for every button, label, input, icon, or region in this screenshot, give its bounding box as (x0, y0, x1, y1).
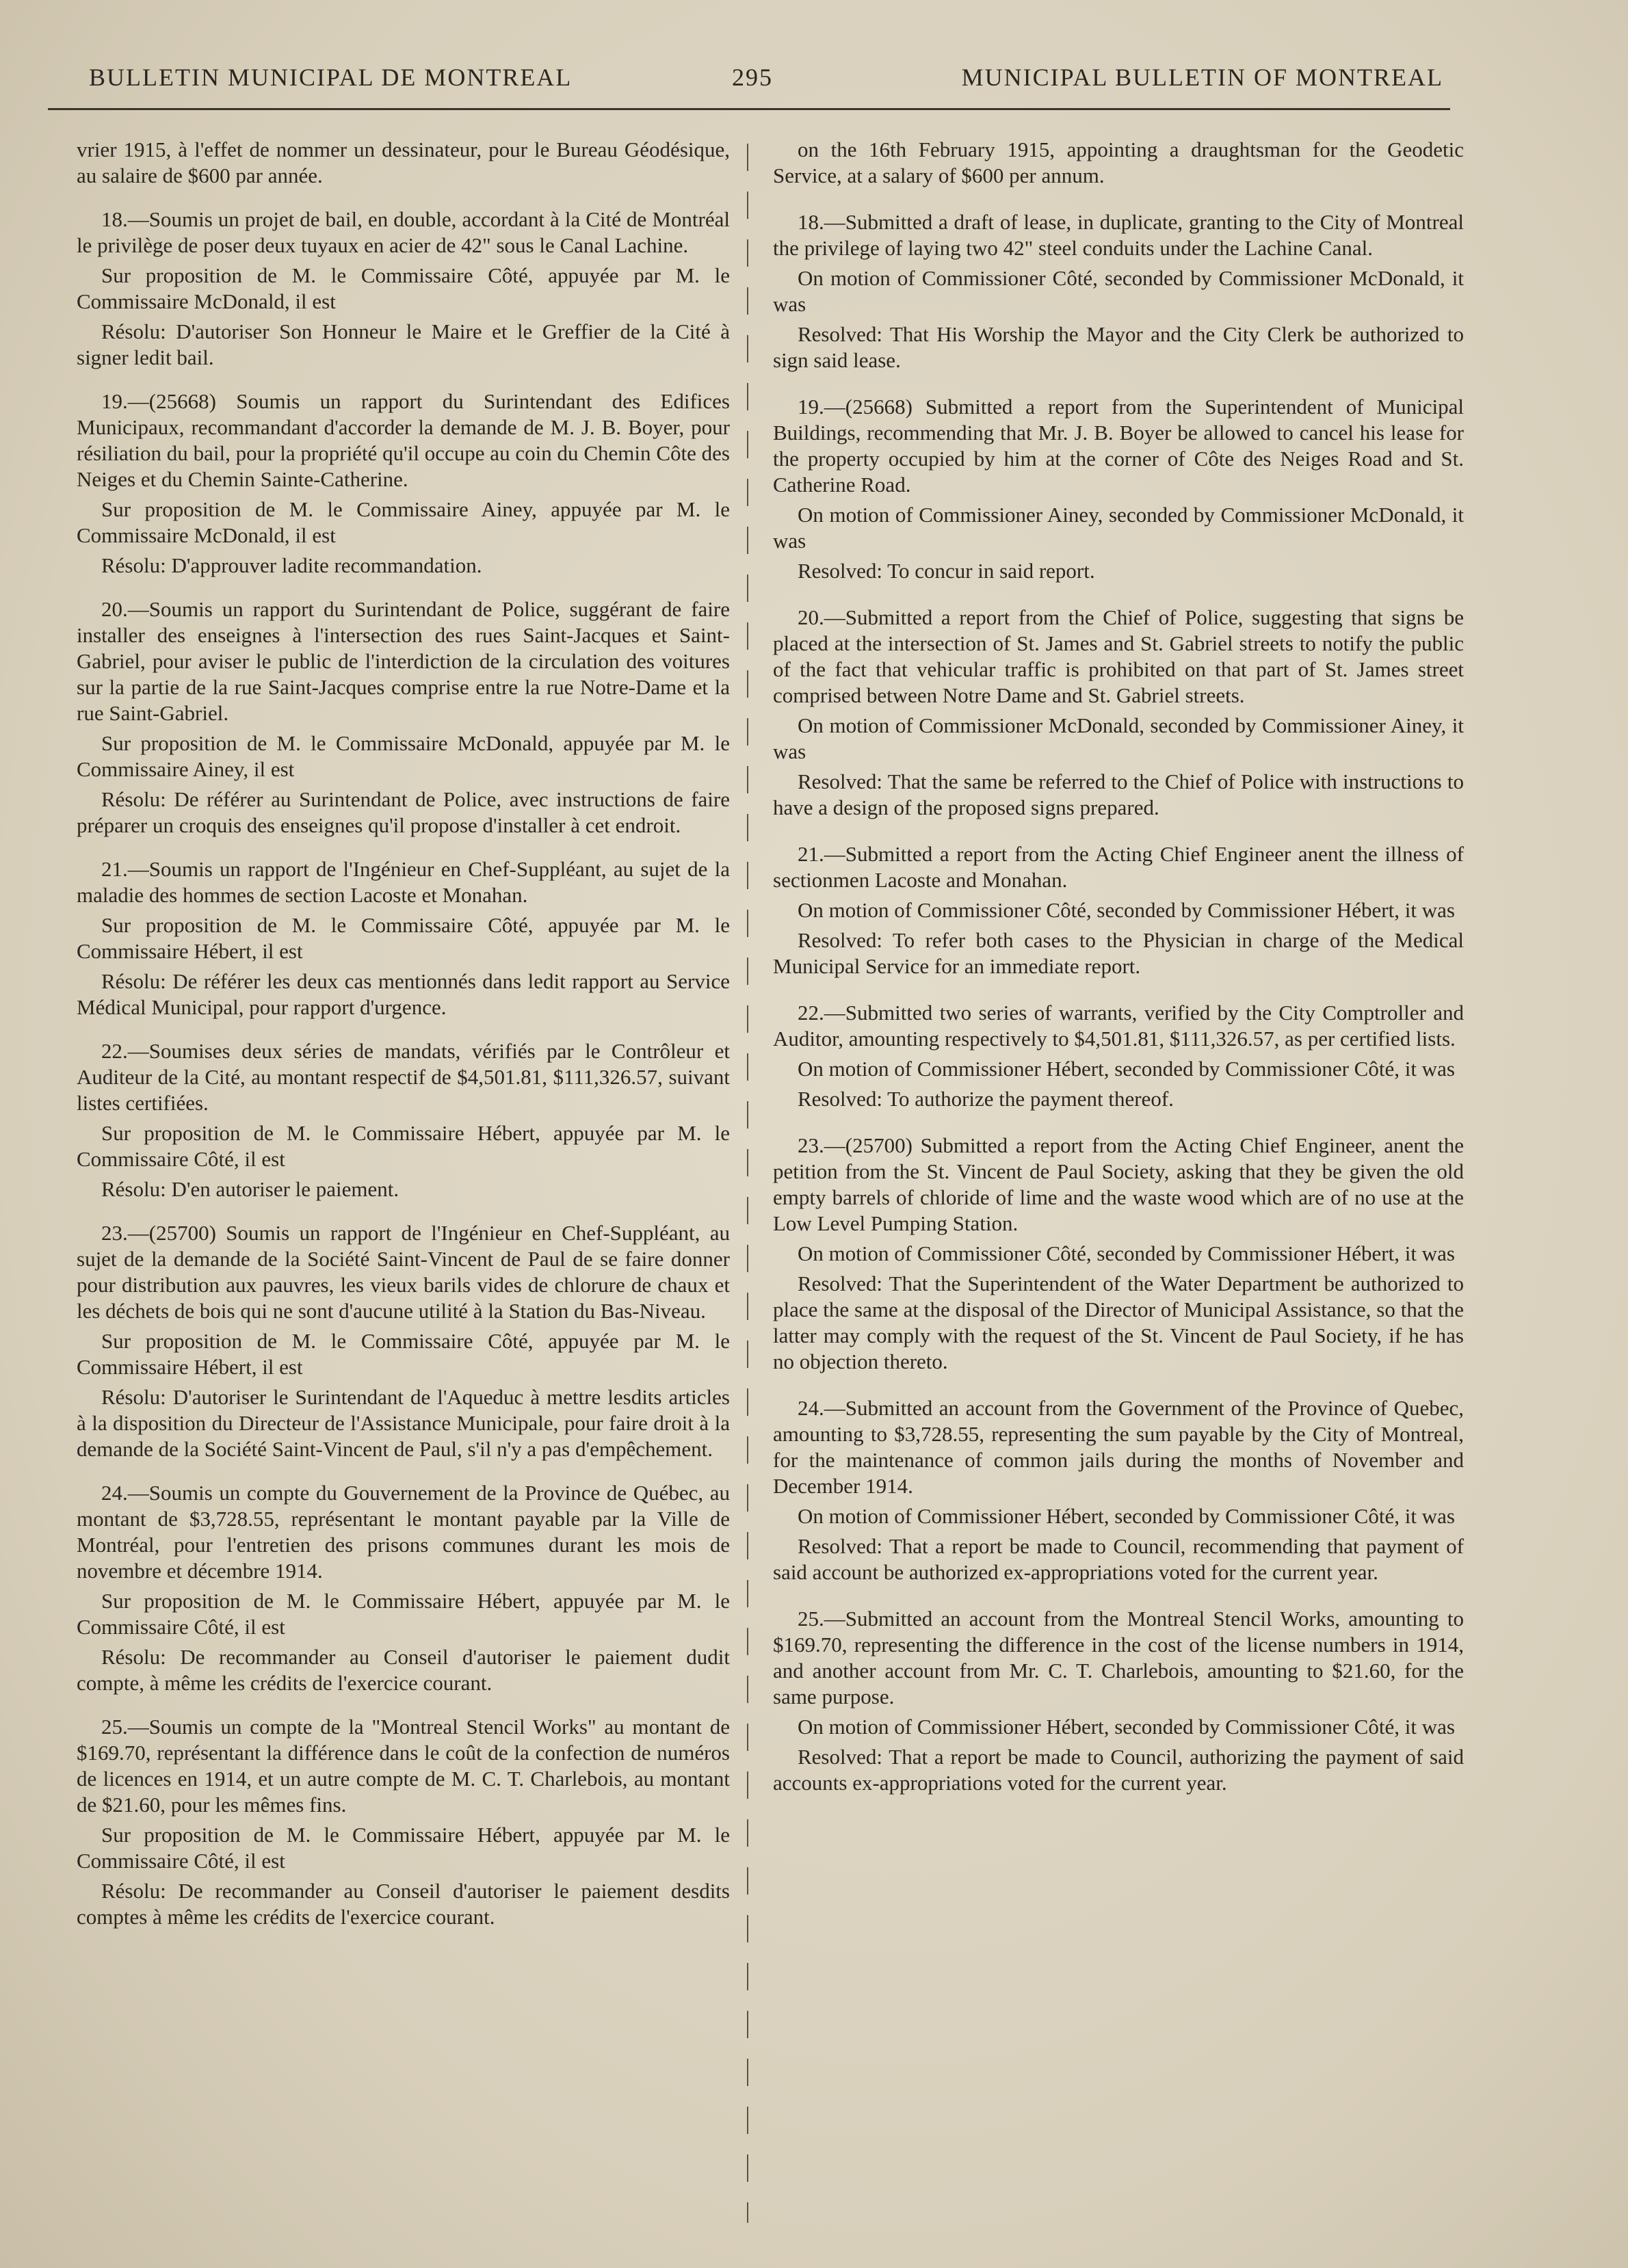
english-paragraph: 22.—Submitted two series of warrants, verified by the City Comptroller and Auditor, amounting respectively to $4,501.81, $111,326.57, as per certified lists. (773, 1001, 1464, 1051)
english-entry (773, 137, 1464, 189)
english-paragraph: Resolved: To concur in said report. (798, 559, 1095, 583)
english-paragraph: On motion of Commissioner McDonald, seconded by Commissioner Ainey, it was (773, 713, 1464, 763)
french-entry (77, 207, 730, 371)
french-paragraph: 25.—Soumis un compte de la "Montreal Stencil Works" au montant de $169.70, représentant la différence dans le coût de la confection de numéros de licences en 1914, et un autre compte de M. C. T. Charlebois, au montant de $21.60, pour les mêmes fins. (77, 1715, 730, 1817)
french-paragraph: Résolu: D'autoriser le Surintendant de l'Aqueduc à mettre lesdits articles à la disposition du Directeur de l'Assistance Municipale, pour faire droit à la demande de la Société Saint-Vincent de Paul, s'il n'y a pas d'empêchement. (77, 1385, 730, 1461)
english-paragraph: 21.—Submitted a report from the Acting Chief Engineer anent the illness of sectionmen Lacoste and Monahan. (773, 842, 1464, 892)
english-paragraph: On motion of Commissioner Côté, seconded by Commissioner Hébert, it was (798, 1241, 1455, 1265)
english-paragraph: Resolved: That a report be made to Council, authorizing the payment of said accounts ex-appropriations voted for the current year. (773, 1745, 1464, 1795)
english-paragraph: 23.—(25700) Submitted a report from the Acting Chief Engineer, anent the petition from the St. Vincent de Paul Society, asking that they be given the old empty barrels of chloride of lime and the waste wood which are of no use at the Low Level Pumping Station. (773, 1133, 1464, 1235)
english-entry (773, 841, 1464, 979)
english-paragraph: Resolved: To refer both cases to the Physician in charge of the Medical Municipal Service for an immediate report. (773, 928, 1464, 978)
english-paragraph: 25.—Submitted an account from the Montreal Stencil Works, amounting to $169.70, representing the difference in the cost of the license numbers in 1914, and another account from Mr. C. T. Charlebois, amounting to $21.60, for the same purpose. (773, 1607, 1464, 1709)
english-column (773, 137, 1464, 2243)
english-paragraph: On motion of Commissioner Hébert, seconded by Commissioner Côté, it was (798, 1504, 1455, 1528)
french-paragraph: Sur proposition de M. le Commissaire McDonald, appuyée par M. le Commissaire Ainey, il est (77, 731, 730, 781)
english-paragraph: On motion of Commissioner Hébert, seconded by Commissioner Côté, it was (798, 1057, 1455, 1081)
english-entry (773, 1000, 1464, 1112)
french-column (77, 137, 730, 2243)
english-paragraph: Resolved: To authorize the payment thereof. (798, 1087, 1174, 1111)
french-paragraph: Résolu: D'autoriser Son Honneur le Maire et le Greffier de la Cité à signer ledit bail. (77, 319, 730, 369)
english-paragraph: On motion of Commissioner Hébert, seconded by Commissioner Côté, it was (798, 1715, 1455, 1739)
english-paragraph: On motion of Commissioner Côté, seconded by Commissioner McDonald, it was (773, 266, 1464, 316)
english-entry (773, 209, 1464, 373)
french-paragraph: 19.—(25668) Soumis un rapport du Surintendant des Edifices Municipaux, recommandant d'accorder la demande de M. J. B. Boyer, pour résiliation du bail, pour la propriété qu'il occupe au coin du Chemin Côte des Neiges et du Chemin Sainte-Catherine. (77, 389, 730, 491)
english-paragraph: Resolved: That His Worship the Mayor and the City Clerk be authorized to sign said lease. (773, 322, 1464, 372)
french-paragraph: vrier 1915, à l'effet de nommer un dessinateur, pour le Bureau Géodésique, au salaire de $600 par année. (77, 137, 730, 187)
french-entry (77, 1480, 730, 1696)
french-paragraph: Résolu: De recommander au Conseil d'autoriser le paiement dudit compte, à même les crédits de l'exercice courant. (77, 1645, 730, 1695)
french-entry (77, 388, 730, 579)
french-paragraph: Sur proposition de M. le Commissaire Côté, appuyée par M. le Commissaire McDonald, il est (77, 263, 730, 313)
french-paragraph: Sur proposition de M. le Commissaire Hébert, appuyée par M. le Commissaire Côté, il est (77, 1589, 730, 1639)
page-header (89, 63, 1443, 104)
french-entry (77, 1220, 730, 1462)
header-rule (48, 108, 1450, 110)
french-paragraph: Sur proposition de M. le Commissaire Côté, appuyée par M. le Commissaire Hébert, il est (77, 1329, 730, 1379)
english-paragraph: 20.—Submitted a report from the Chief of Police, suggesting that signs be placed at the intersection of St. James and St. Gabriel streets to notify the public of the fact that vehicular traffic is prohibited on that part of St. James street comprised between Notre Dame and St. Gabriel streets. (773, 605, 1464, 707)
english-paragraph: Resolved: That the Superintendent of the Water Department be authorized to place the same at the disposal of the Director of Municipal Assistance, so that the latter may comply with the request of the St. Vincent de Paul Society, if he has no objection thereto. (773, 1271, 1464, 1373)
french-paragraph: Résolu: De référer les deux cas mentionnés dans ledit rapport au Service Médical Municipal, pour rapport d'urgence. (77, 969, 730, 1019)
header-title-english: MUNICIPAL BULLETIN OF MONTREAL (961, 64, 1443, 91)
french-paragraph: Sur proposition de M. le Commissaire Hébert, appuyée par M. le Commissaire Côté, il est (77, 1823, 730, 1873)
english-paragraph: On motion of Commissioner Côté, seconded by Commissioner Hébert, it was (798, 898, 1455, 922)
english-entry (773, 1395, 1464, 1585)
english-entry (773, 1133, 1464, 1375)
english-entry (773, 1606, 1464, 1796)
english-paragraph: 19.—(25668) Submitted a report from the Superintendent of Municipal Buildings, recommending that Mr. J. B. Boyer be allowed to cancel his lease for the property occupied by him at the corner of Côte des Neiges Road and St. Catherine Road. (773, 395, 1464, 497)
french-paragraph: 22.—Soumises deux séries de mandats, vérifiés par le Contrôleur et Auditeur de la Cité, au montant respectif de $4,501.81, $111,326.57, suivant listes certifiées. (77, 1039, 730, 1115)
english-entry (773, 605, 1464, 821)
french-paragraph: Sur proposition de M. le Commissaire Côté, appuyée par M. le Commissaire Hébert, il est (77, 913, 730, 963)
french-paragraph: Sur proposition de M. le Commissaire Ainey, appuyée par M. le Commissaire McDonald, il est (77, 497, 730, 547)
french-paragraph: Résolu: De référer au Surintendant de Police, avec instructions de faire préparer un croquis des enseignes qu'il propose d'installer à cet endroit. (77, 787, 730, 837)
english-paragraph: on the 16th February 1915, appointing a draughtsman for the Geodetic Service, at a salary of $600 per annum. (773, 137, 1464, 187)
english-paragraph: Resolved: That a report be made to Council, recommending that payment of said account be authorized ex-appropriations voted for the current year. (773, 1534, 1464, 1584)
english-paragraph: Resolved: That the same be referred to the Chief of Police with instructions to have a design of the proposed signs prepared. (773, 769, 1464, 819)
french-paragraph: 20.—Soumis un rapport du Surintendant de Police, suggérant de faire installer des enseignes à l'intersection des rues Saint-Jacques et Saint-Gabriel, pour aviser le public de l'interdiction de la circulation des voitures sur la partie de la rue Saint-Jacques comprise entre la rue Notre-Dame et la rue Saint-Gabriel. (77, 597, 730, 725)
header-title-french: BULLETIN MUNICIPAL DE MONTREAL (89, 64, 573, 91)
french-entry (77, 596, 730, 839)
column-divider (747, 144, 748, 2223)
french-paragraph: Résolu: De recommander au Conseil d'autoriser le paiement desdits comptes à même les crédits de l'exercice courant. (77, 1879, 730, 1929)
french-paragraph: 23.—(25700) Soumis un rapport de l'Ingénieur en Chef-Suppléant, au sujet de la demande de la Société Saint-Vincent de Paul de se faire donner pour distribution aux pauvres, les vieux barils vides de chlorure de chaux et les déchets de bois qui ne sont d'aucune utilité à la Station du Bas-Niveau. (77, 1221, 730, 1323)
french-entry (77, 1714, 730, 1930)
french-paragraph: 24.—Soumis un compte du Gouvernement de la Province de Québec, au montant de $3,728.55, représentant le montant payable par la Ville de Montréal, pour l'entretien des prisons communes durant les mois de novembre et décembre 1914. (77, 1481, 730, 1583)
english-entry (773, 394, 1464, 584)
french-entry (77, 856, 730, 1020)
french-paragraph: Sur proposition de M. le Commissaire Hébert, appuyée par M. le Commissaire Côté, il est (77, 1121, 730, 1171)
french-entry (77, 1038, 730, 1202)
english-paragraph: 18.—Submitted a draft of lease, in duplicate, granting to the City of Montreal the privilege of laying two 42" steel conduits under the Lachine Canal. (773, 210, 1464, 260)
english-paragraph: On motion of Commissioner Ainey, seconded by Commissioner McDonald, it was (773, 503, 1464, 553)
french-paragraph: Résolu: D'approuver ladite recommandation. (101, 553, 482, 577)
english-paragraph: 24.—Submitted an account from the Government of the Province of Quebec, amounting to $3,728.55, representing the sum payable by the City of Montreal, for the maintenance of common jails during the months of November and December 1914. (773, 1396, 1464, 1498)
french-entry (77, 137, 730, 189)
french-paragraph: 18.—Soumis un projet de bail, en double, accordant à la Cité de Montréal le privilège de poser deux tuyaux en acier de 42" sous le Canal Lachine. (77, 207, 730, 257)
french-paragraph: 21.—Soumis un rapport de l'Ingénieur en Chef-Suppléant, au sujet de la maladie des hommes de section Lacoste et Monahan. (77, 857, 730, 907)
french-paragraph: Résolu: D'en autoriser le paiement. (101, 1177, 399, 1201)
page-number: 295 (732, 64, 773, 91)
